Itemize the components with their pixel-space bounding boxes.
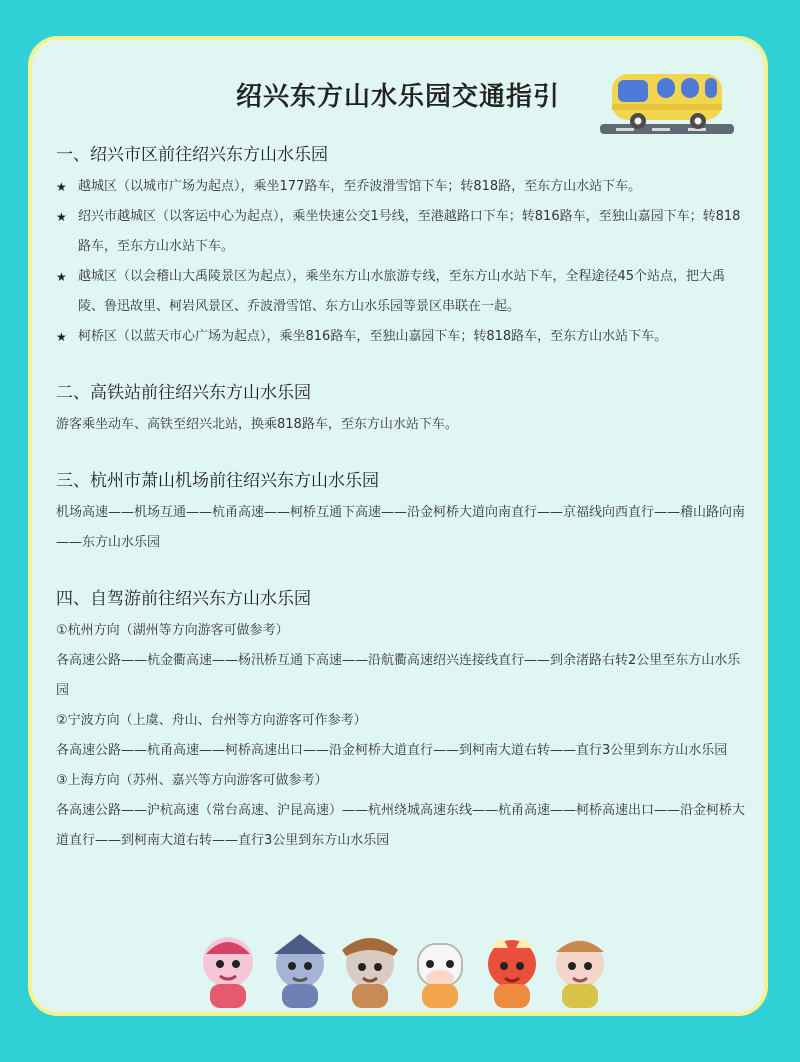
direction-label: ②宁波方向（上虞、舟山、台州等方向游客可作参考） [56,713,367,728]
route-text: 各高速公路——杭甬高速——柯桥高速出口——沿金柯桥大道直行——到柯南大道右转——直行3公里到东方山水乐园 [56,743,728,758]
content-area [56,140,750,882]
route-item [56,322,750,352]
star-icon: ★ [56,330,67,344]
section-heading-3: 三、杭州市萧山机场前往绍兴东方山水乐园 [56,471,379,491]
route-item [56,202,750,262]
section-rail [56,378,750,440]
route-item [56,172,750,202]
section-heading-4: 四、自驾游前往绍兴东方山水乐园 [56,589,311,609]
mascot-1 [203,937,253,1008]
route-text: 各高速公路——杭金衢高速——杨汛桥互通下高速——沿航衢高速绍兴连接线直行——到余渚路右转2公里至东方山水乐园 [56,653,741,698]
direction-label: ③上海方向（苏州、嘉兴等方向游客可做参考） [56,773,328,788]
section-drive [56,584,750,856]
mascot-2 [274,934,326,1008]
section-heading-1: 一、绍兴市区前往绍兴东方山水乐园 [56,145,328,165]
section-airport [56,466,750,558]
mascot-4 [418,944,462,1008]
route-text: 绍兴市越城区（以客运中心为起点），乘坐快速公交1号线，至港越路口下车；转816路车，至独山嘉园下车；转818路车，至东方山水站下车。 [78,209,741,254]
route-text: 柯桥区（以蓝天市心广场为起点），乘坐816路车，至独山嘉园下车；转818路车，至东方山水站下车。 [78,329,668,344]
star-icon: ★ [56,180,67,194]
route-text: 各高速公路——沪杭高速（常台高速、沪昆高速）——杭州绕城高速东线——杭甬高速——柯桥高速出口——沿金柯桥大道直行——到柯南大道右转——直行3公里到东方山水乐园 [56,803,746,848]
page-title: 绍兴东方山水乐园交通指引 [235,82,560,112]
guide-card [28,36,768,1016]
mascot-3 [342,938,398,1008]
direction-label: ①杭州方向（湖州等方向游客可做参考） [56,623,289,638]
mascot-6 [556,940,604,1008]
section-heading-2: 二、高铁站前往绍兴东方山水乐园 [56,383,311,403]
route-text: 越城区（以会稽山大禹陵景区为起点），乘坐东方山水旅游专线，至东方山水站下车，全程途径45个站点，把大禹陵、鲁迅故里、柯岩风景区、乔波滑雪馆、东方山水乐园等景区串联在一起。 [78,269,726,314]
bus-icon [600,68,734,144]
route-item [56,262,750,322]
route-text: 游客乘坐动车、高铁至绍兴北站，换乘818路车，至东方山水站下车。 [56,417,458,432]
mascot-5 [488,936,536,1008]
route-text: 机场高速——机场互通——杭甬高速——柯桥互通下高速——沿金柯桥大道向南直行——京福线向西直行——稽山路向南——东方山水乐园 [56,505,746,550]
mascot-group [182,926,622,1016]
route-text: 越城区（以城市广场为起点），乘坐177路车，至乔波滑雪馆下车；转818路，至东方山水站下车。 [78,179,642,194]
star-icon: ★ [56,210,67,224]
section-city [56,140,750,352]
star-icon: ★ [56,270,67,284]
